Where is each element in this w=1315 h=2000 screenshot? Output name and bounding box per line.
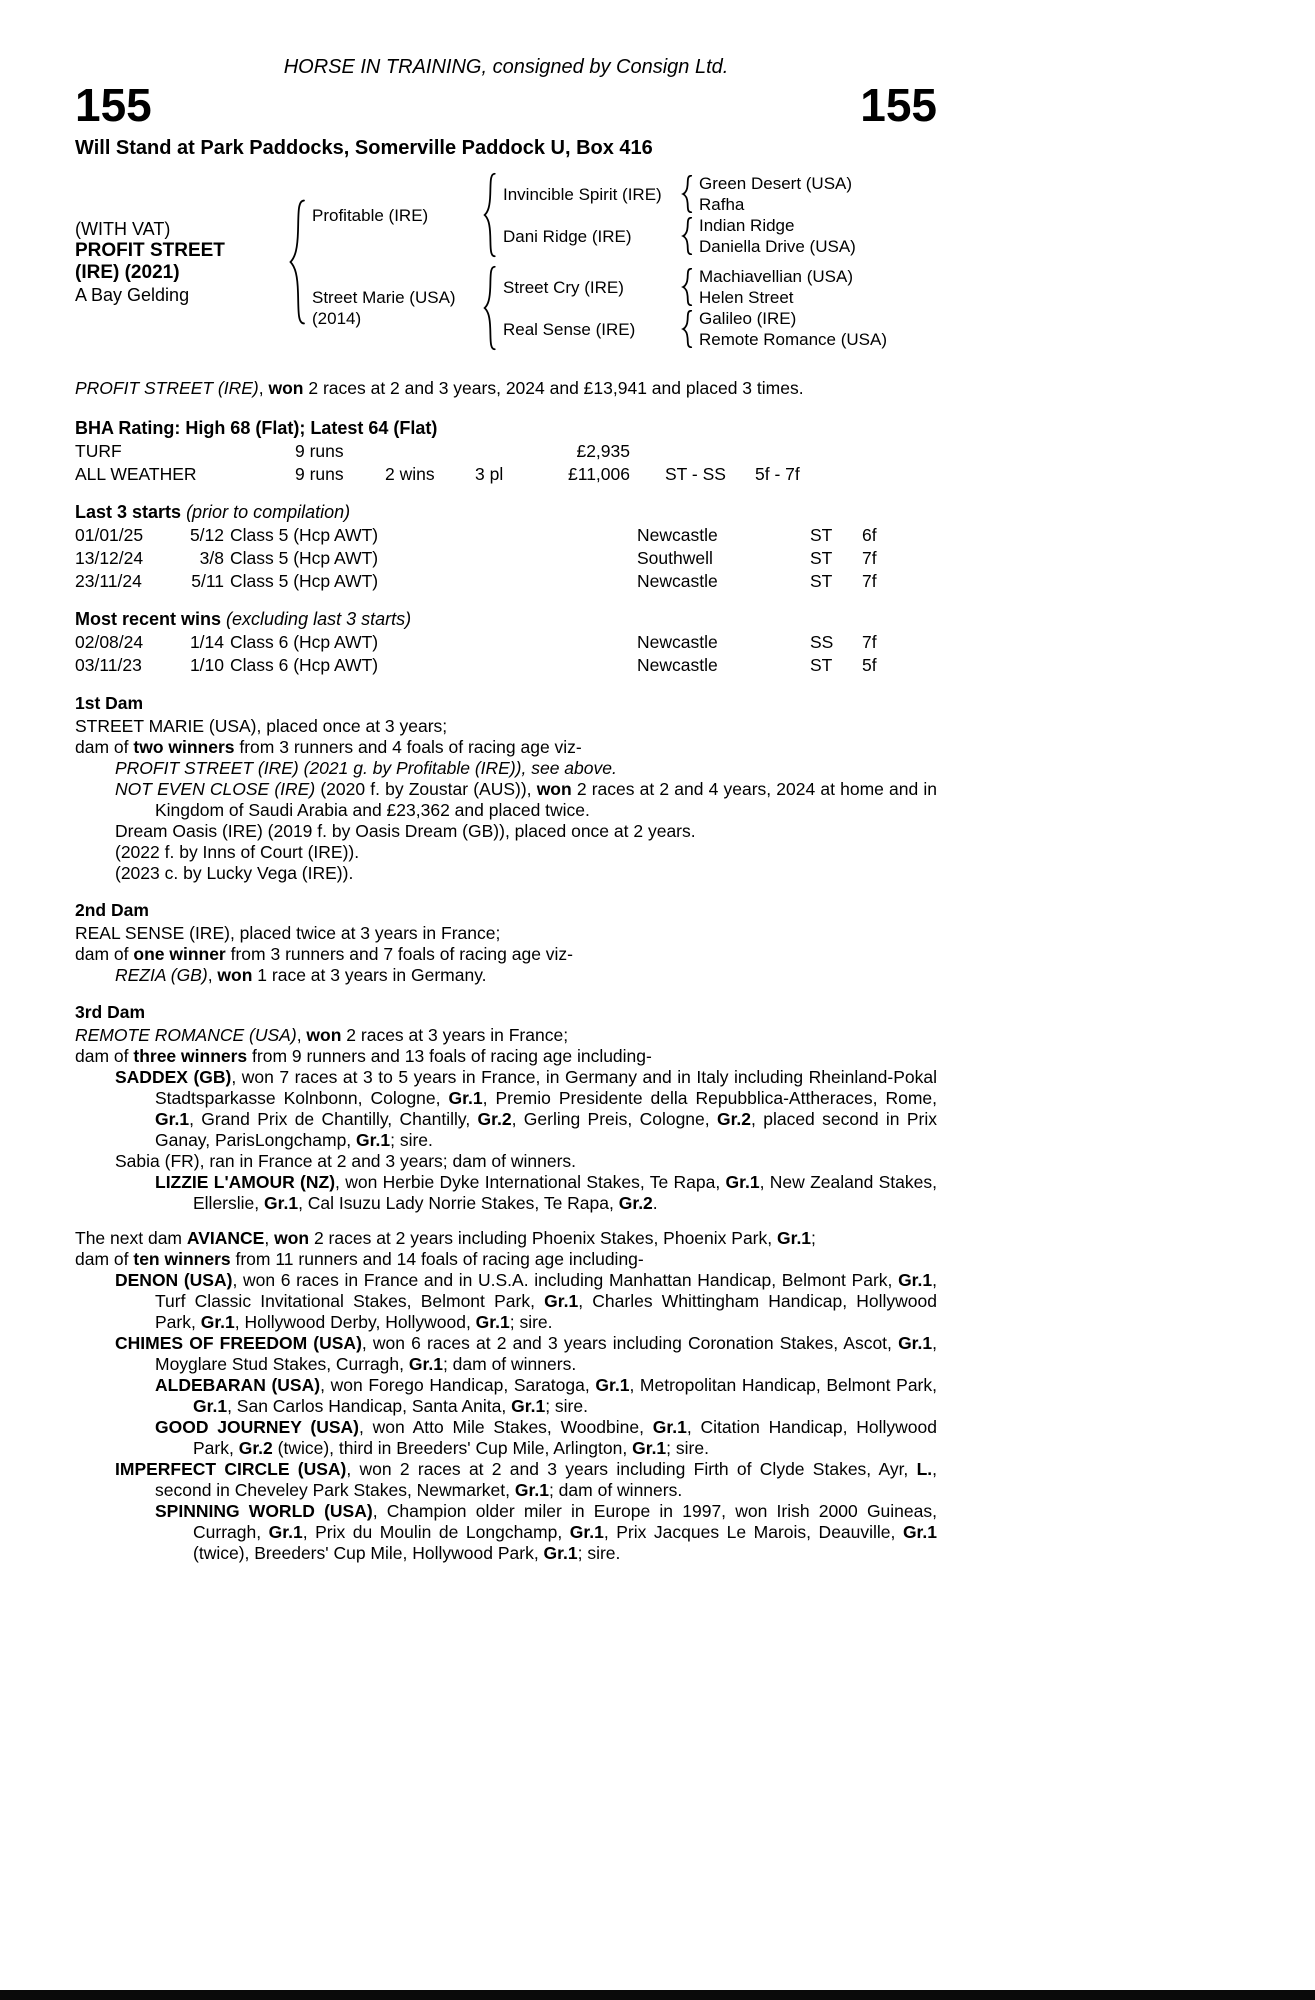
text-run: Gr.1	[902, 1522, 937, 1542]
pedigree-paragraph	[75, 1459, 937, 1501]
earnings-value: £2,935	[576, 441, 630, 461]
text-run: won	[274, 1228, 310, 1248]
pedigree-paragraph	[75, 1228, 937, 1249]
text-run: AVIANCE	[186, 1228, 265, 1248]
text-run: 2 races at 2 years including Phoenix Stakes, Phoenix Park,	[309, 1228, 777, 1248]
text-run: three winners	[133, 1046, 248, 1066]
last-starts-title: Last 3 starts	[75, 502, 182, 522]
text-run: Gr.1	[200, 1312, 235, 1332]
text-run: won	[306, 1025, 342, 1045]
race-record-summary	[75, 377, 937, 399]
ancestor-name: Indian Ridge	[699, 216, 795, 235]
pedigree-paragraph	[75, 1025, 937, 1046]
text-run: REAL SENSE (IRE), placed twice at 3 years in France;	[75, 923, 501, 943]
text-run: Gr.1	[776, 1228, 812, 1248]
text-run: Gr.1	[544, 1291, 579, 1311]
race-position: 1/14	[189, 632, 224, 652]
text-run: from 3 runners and 7 foals of racing age viz-	[225, 944, 574, 964]
text-run: two winners	[133, 737, 235, 757]
text-run: (twice), Breeders' Cup Mile, Hollywood Park,	[193, 1543, 544, 1563]
runs-count: 9 runs	[295, 464, 344, 484]
pedigree-paragraph	[75, 1067, 937, 1151]
race-date: 02/08/24	[75, 632, 144, 652]
text-run: ; sire.	[666, 1438, 709, 1458]
race-course: Newcastle	[637, 655, 718, 675]
text-run: REMOTE ROMANCE (USA)	[75, 1025, 297, 1045]
horse-name: PROFIT STREET	[75, 239, 225, 261]
dam-branch	[312, 265, 887, 351]
text-run: dam of	[75, 737, 134, 757]
text-run: LIZZIE L'AMOUR (NZ)	[155, 1172, 336, 1192]
text-run: , second in Cheveley Park Stakes, Newmarket,	[155, 1459, 937, 1500]
text-run: , Citation Handicap, Hollywood Park,	[193, 1417, 937, 1458]
text-run: 1 race at 3 years in Germany.	[252, 965, 487, 985]
text-run: SADDEX (GB)	[115, 1067, 232, 1087]
lot-number-right: 155	[860, 79, 937, 131]
vat-note: (WITH VAT)	[75, 218, 171, 239]
pedigree-paragraph	[75, 716, 937, 737]
text-run: , Grand Prix de Chantilly, Chantilly,	[189, 1109, 478, 1129]
race-going: ST	[810, 655, 833, 675]
text-run: , Charles Whittingham Handicap, Hollywood Park,	[155, 1291, 937, 1332]
dam-section	[75, 691, 937, 884]
text-run: ,	[296, 1025, 307, 1045]
text-run: , won Herbie Dyke International Stakes, Te Rapa,	[335, 1172, 726, 1192]
distance-range	[755, 440, 937, 463]
ancestor-name: Green Desert (USA)	[699, 174, 853, 193]
pedigree-table	[75, 172, 937, 351]
last-starts-table	[75, 524, 937, 593]
page-bottom-edge	[0, 1990, 1315, 2000]
sire-sire-name: Invincible Spirit (IRE)	[503, 184, 662, 204]
distance-range: 5f - 7f	[755, 464, 800, 484]
text-run: (2020 f. by Zoustar (AUS)),	[315, 779, 537, 799]
text-run: , Prix Jacques Le Marois, Deauville,	[603, 1522, 903, 1542]
recent-wins-title: Most recent wins	[75, 609, 222, 629]
text-run: Gr.1	[898, 1270, 933, 1290]
pedigree-paragraph	[75, 1172, 937, 1214]
text-run: , Moyglare Stud Stakes, Curragh,	[155, 1333, 937, 1374]
surface-stats-table	[75, 440, 937, 486]
text-run: ; sire.	[545, 1396, 588, 1416]
text-run: Gr.1	[543, 1543, 578, 1563]
sire-name: Profitable (IRE)	[312, 205, 429, 225]
race-row	[75, 547, 937, 570]
text-run: Gr.1	[268, 1522, 303, 1542]
lot-details	[75, 218, 287, 306]
text-run: won	[268, 378, 304, 398]
surface-stats-row	[75, 463, 937, 486]
brace-icon	[681, 175, 693, 213]
race-distance: 6f	[862, 525, 877, 545]
lot-number-row	[75, 79, 937, 131]
race-class: Class 6 (Hcp AWT)	[230, 655, 379, 675]
text-run: dam of	[75, 1046, 134, 1066]
text-run: Gr.1	[569, 1522, 604, 1542]
race-date: 23/11/24	[75, 571, 142, 591]
text-run: Gr.1	[632, 1438, 667, 1458]
race-class: Class 5 (Hcp AWT)	[230, 525, 379, 545]
race-going: ST	[810, 525, 833, 545]
pedigree-paragraph	[75, 1333, 937, 1375]
sire-sire-branch	[503, 173, 856, 215]
earnings-value: £11,006	[568, 464, 630, 484]
text-run: PROFIT STREET (IRE)	[75, 378, 259, 398]
text-run: .	[652, 1193, 658, 1213]
race-class: Class 6 (Hcp AWT)	[230, 632, 379, 652]
pedigree-paragraph	[75, 863, 937, 884]
race-date: 13/12/24	[75, 548, 144, 568]
pedigree-paragraph	[75, 821, 937, 842]
text-run: ; sire.	[390, 1130, 433, 1150]
text-run: Gr.1	[652, 1417, 687, 1437]
text-run: Gr.1	[898, 1333, 933, 1353]
dam-name	[312, 287, 482, 329]
pedigree-paragraph	[75, 779, 937, 821]
pedigree-paragraph	[75, 1501, 937, 1564]
wins-count	[385, 440, 475, 463]
race-going: SS	[810, 632, 834, 652]
dam-section	[75, 1000, 937, 1214]
race-going: ST	[810, 571, 833, 591]
race-position: 3/8	[199, 548, 224, 568]
pedigree-paragraph	[75, 965, 937, 986]
text-run: Gr.1	[595, 1375, 630, 1395]
pedigree-paragraph	[75, 1249, 937, 1270]
text-run: , won Forego Handicap, Saratoga,	[320, 1375, 596, 1395]
text-run: , Champion older miler in Europe in 1997, won Irish 2000 Guineas, Curragh,	[193, 1501, 937, 1542]
race-distance: 7f	[862, 571, 877, 591]
text-run: , won 6 races in France and in U.S.A. including Manhattan Handicap, Belmont Park,	[232, 1270, 899, 1290]
race-row	[75, 524, 937, 547]
last-starts-heading	[75, 500, 937, 524]
race-course: Newcastle	[637, 571, 718, 591]
ancestor-name: Daniella Drive (USA)	[699, 237, 856, 256]
text-run: PROFIT STREET (IRE)	[115, 758, 299, 778]
surface-stats-row	[75, 440, 937, 463]
dam-section	[75, 1228, 937, 1564]
text-run: won	[536, 779, 572, 799]
text-run: NOT EVEN CLOSE (IRE)	[115, 779, 316, 799]
consignor-line: HORSE IN TRAINING, consigned by Consign Ltd.	[283, 56, 729, 78]
pedigree-text-sections	[75, 691, 937, 1564]
surface-label: TURF	[75, 441, 122, 461]
text-run: ,	[264, 1228, 275, 1248]
runs-count: 9 runs	[295, 441, 344, 461]
dam-dam-branch	[503, 308, 887, 350]
text-run: 2 races at 2 and 4 years, 2024 at home and in Kingdom of Saudi Arabia and £23,362 and placed twice.	[155, 779, 937, 820]
ancestor-name: Rafha	[699, 195, 745, 214]
text-run: Gr.1	[408, 1354, 443, 1374]
text-run: ; sire.	[577, 1543, 621, 1563]
recent-wins-heading	[75, 607, 937, 631]
pedigree-generations	[312, 172, 887, 351]
text-run: Gr.2	[618, 1193, 653, 1213]
last-starts-subtitle: (prior to compilation)	[186, 502, 351, 522]
text-run: , San Carlos Handicap, Santa Anita,	[227, 1396, 512, 1416]
text-run: GOOD JOURNEY (USA)	[155, 1417, 359, 1437]
dam-dam-name: Real Sense (IRE)	[503, 319, 636, 339]
race-position: 5/11	[191, 571, 224, 591]
text-run: , Cal Isuzu Lady Norrie Stakes, Te Rapa,	[298, 1193, 619, 1213]
text-run: Sabia (FR), ran in France at 2 and 3 years; dam of winners.	[115, 1151, 577, 1171]
text-run: (2021 g. by Profitable (IRE)), see above.	[298, 758, 617, 778]
text-run: Gr.2	[716, 1109, 752, 1129]
text-run: ;	[811, 1228, 816, 1248]
text-run: ALDEBARAN (USA)	[155, 1375, 321, 1395]
pedigree-paragraph	[75, 737, 937, 758]
text-run: DENON (USA)	[115, 1270, 233, 1290]
text-run: , placed second in Prix Ganay, ParisLongchamp,	[155, 1109, 937, 1150]
text-run: Gr.1	[511, 1396, 546, 1416]
text-run: won	[217, 965, 253, 985]
brace-icon	[681, 268, 693, 306]
text-run: Gr.1	[448, 1088, 483, 1108]
text-run: from 3 runners and 4 foals of racing age viz-	[234, 737, 582, 757]
ancestor-name: Galileo (IRE)	[699, 309, 797, 328]
dam-sire-branch	[503, 266, 887, 308]
text-run: dam of	[75, 944, 134, 964]
pedigree-paragraph	[75, 1151, 937, 1172]
pedigree-paragraph	[75, 1375, 937, 1417]
recent-wins-subtitle: (excluding last 3 starts)	[226, 609, 412, 629]
text-run: , New Zealand Stakes, Ellerslie,	[193, 1172, 937, 1213]
sire-dam-name: Dani Ridge (IRE)	[503, 226, 632, 246]
text-run: (2022 f. by Inns of Court (IRE)).	[115, 842, 360, 862]
text-run: , won 7 races at 3 to 5 years in France, in Germany and in Italy including Rheinland-Pokal Stadtsparkasse Kolnbonn, Cologne,	[155, 1067, 938, 1108]
race-position: 5/12	[189, 525, 224, 545]
dam-section-heading: 1st Dam	[75, 693, 144, 713]
text-run: ; sire.	[509, 1312, 553, 1332]
text-run: Gr.1	[514, 1480, 549, 1500]
text-run: Gr.2	[238, 1438, 273, 1458]
race-row	[75, 570, 937, 593]
text-run: dam of	[75, 1249, 134, 1269]
race-distance: 5f	[862, 655, 877, 675]
dam-name-line: Street Marie (USA)	[312, 288, 456, 307]
dam-section-heading: 2nd Dam	[75, 900, 149, 920]
race-row	[75, 631, 937, 654]
race-position: 1/10	[189, 655, 224, 675]
text-run: CHIMES OF FREEDOM (USA)	[115, 1333, 362, 1353]
race-row	[75, 654, 937, 677]
text-run: , won 2 races at 2 and 3 years including Firth of Clyde Stakes, Ayr,	[346, 1459, 917, 1479]
bha-rating-heading: BHA Rating: High 68 (Flat); Latest 64 (Flat)	[75, 418, 438, 438]
pedigree-paragraph	[75, 944, 937, 965]
lot-number-left: 155	[75, 79, 152, 131]
brace-icon	[482, 265, 497, 351]
race-class: Class 5 (Hcp AWT)	[230, 571, 379, 591]
brace-icon	[482, 172, 497, 258]
text-run: Gr.1	[475, 1312, 510, 1332]
pedigree-paragraph	[75, 1270, 937, 1333]
sire-branch	[312, 172, 887, 258]
race-course: Southwell	[637, 548, 713, 568]
ancestor-name: Helen Street	[699, 288, 794, 307]
race-course: Newcastle	[637, 525, 718, 545]
recent-wins-table	[75, 631, 937, 677]
places-count	[475, 440, 535, 463]
text-run: Gr.1	[264, 1193, 299, 1213]
text-run: , won 6 races at 2 and 3 years including Coronation Stakes, Ascot,	[361, 1333, 899, 1353]
dam-section	[75, 898, 937, 986]
text-run: ,	[207, 965, 218, 985]
text-run: , won Atto Mile Stakes, Woodbine,	[358, 1417, 653, 1437]
text-run: from 9 runners and 13 foals of racing age including-	[247, 1046, 652, 1066]
places-count: 3 pl	[475, 464, 504, 484]
text-run: The next dam	[75, 1228, 187, 1248]
race-distance: 7f	[862, 632, 877, 652]
text-run: ten winners	[133, 1249, 231, 1269]
text-run: REZIA (GB)	[115, 965, 208, 985]
text-run: , Gerling Preis, Cologne,	[511, 1109, 717, 1129]
text-run: (2023 c. by Lucky Vega (IRE)).	[115, 863, 354, 883]
text-run: ,	[258, 378, 269, 398]
text-run: (twice), third in Breeders' Cup Mile, Arlington,	[272, 1438, 633, 1458]
text-run: , Hollywood Derby, Hollywood,	[234, 1312, 476, 1332]
pedigree-paragraph	[75, 1046, 937, 1067]
stand-location-line: Will Stand at Park Paddocks, Somerville Paddock U, Box 416	[75, 137, 653, 159]
pedigree-paragraph	[75, 1417, 937, 1459]
text-run: Gr.1	[193, 1396, 228, 1416]
pedigree-paragraph	[75, 758, 937, 779]
text-run: , Prix du Moulin de Longchamp,	[302, 1522, 570, 1542]
race-date: 03/11/23	[75, 655, 142, 675]
horse-suffix: (IRE) (2021)	[75, 261, 180, 283]
ancestor-name: Machiavellian (USA)	[699, 267, 853, 286]
text-run: Gr.2	[477, 1109, 512, 1129]
text-run: , Premio Presidente della Repubblica-Attheraces, Rome,	[482, 1088, 937, 1108]
race-class: Class 5 (Hcp AWT)	[230, 548, 379, 568]
dam-year: (2014)	[312, 309, 362, 328]
brace-icon	[681, 217, 693, 255]
ancestor-name: Remote Romance (USA)	[699, 330, 888, 349]
wins-count: 2 wins	[385, 464, 435, 484]
pedigree-paragraph	[75, 842, 937, 863]
pedigree-paragraph	[75, 923, 937, 944]
text-run: , Metropolitan Handicap, Belmont Park,	[629, 1375, 937, 1395]
text-run: Dream Oasis (IRE) (2019 f. by Oasis Dream (GB)), placed once at 2 years.	[115, 821, 696, 841]
race-course: Newcastle	[637, 632, 718, 652]
text-run: 2 races at 2 and 3 years, 2024 and £13,941 and placed 3 times.	[303, 378, 804, 398]
race-date: 01/01/25	[75, 525, 144, 545]
dam-section-heading: 3rd Dam	[75, 1002, 146, 1022]
text-run: one winner	[133, 944, 226, 964]
text-run: IMPERFECT CIRCLE (USA)	[115, 1459, 347, 1479]
brace-icon	[681, 310, 693, 348]
text-run: Gr.1	[356, 1130, 391, 1150]
page-content	[75, 0, 937, 1564]
text-run: ; dam of winners.	[548, 1480, 683, 1500]
text-run: , Turf Classic Invitational Stakes, Belmont Park,	[155, 1270, 937, 1311]
text-run: L.	[916, 1459, 933, 1479]
race-going: ST	[810, 548, 833, 568]
going-range	[630, 440, 755, 463]
brace-icon	[287, 198, 307, 326]
text-run: Gr.1	[155, 1109, 190, 1129]
text-run: STREET MARIE (USA), placed once at 3 years;	[75, 716, 448, 736]
surface-label: ALL WEATHER	[75, 464, 197, 484]
text-run: 2 races at 3 years in France;	[341, 1025, 569, 1045]
text-run: SPINNING WORLD (USA)	[155, 1501, 373, 1521]
going-range: ST - SS	[665, 464, 726, 484]
dam-sire-name: Street Cry (IRE)	[503, 277, 624, 297]
horse-description: A Bay Gelding	[75, 284, 190, 305]
race-distance: 7f	[862, 548, 877, 568]
text-run: from 11 runners and 14 foals of racing age including-	[230, 1249, 644, 1269]
text-run: Gr.1	[725, 1172, 760, 1192]
text-run: ; dam of winners.	[442, 1354, 577, 1374]
sire-dam-branch	[503, 215, 856, 257]
